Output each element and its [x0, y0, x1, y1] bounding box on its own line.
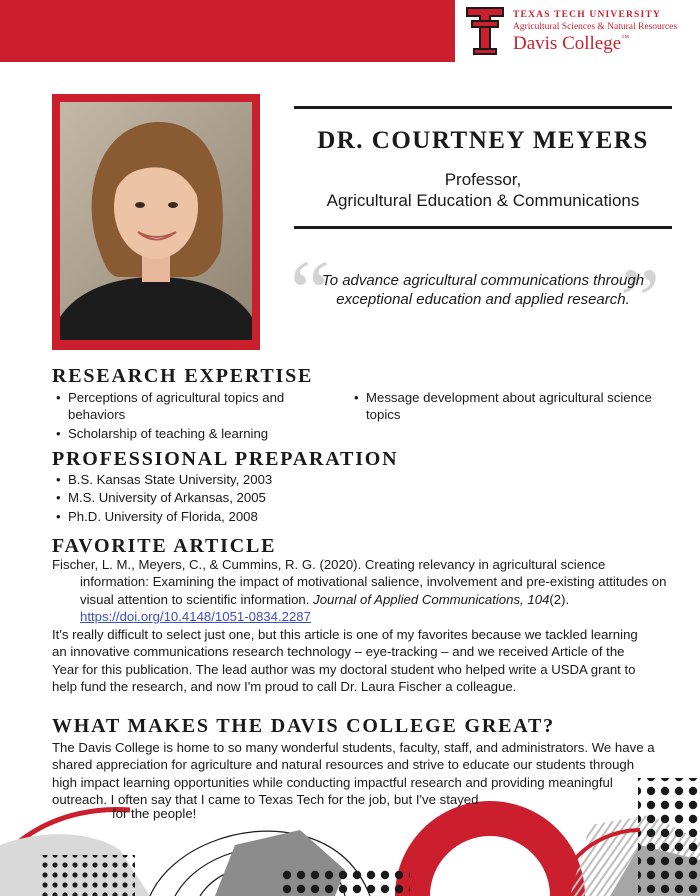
logo-college-name: Davis College™: [513, 33, 630, 54]
double-t-logo-icon: [465, 6, 505, 56]
list-item: • Message development about agricultural science topics: [352, 389, 666, 423]
close-quote-icon: ”: [620, 251, 660, 350]
list-item: • M.S. University of Arkansas, 2005: [54, 489, 468, 506]
portrait-photo: [60, 102, 252, 340]
mission-quote: To advance agricultural communications through exceptional education and applied research.: [321, 272, 645, 308]
logo-college-subtitle: Agricultural Sciences & Natural Resources: [513, 22, 678, 32]
article-citation: Fischer, L. M., Meyers, C., & Cummins, R. G. (2020). Creating relevancy in agricultural science information: Examining the impact of motivational salience, involvement and pre-existing attitudes on visual attention to scientific information. Journal of Applied Communications, 104(2). https://doi.org/10.4148/1051-0834.2287: [52, 557, 667, 625]
article-commentary: It's really difficult to select just one, but this article is one of my favorites because we tackled learning an innovative communications research technology – eye-tracking – and we received Article of the Year for this publication. The lead author was my doctoral student who helped write a USDA grant to help fund the research, and now I'm proud to call Dr. Laura Fischer a colleague.: [52, 627, 638, 695]
name-rule-bottom: [294, 226, 672, 229]
profile-department: Agricultural Education & Communications: [326, 191, 640, 210]
profile-name: DR. COURTNEY MEYERS: [317, 127, 649, 154]
doi-link[interactable]: https://doi.org/10.4148/1051-0834.2287: [80, 609, 311, 625]
logo-university-name: TEXAS TECH UNIVERSITY: [513, 10, 662, 20]
list-item: • Scholarship of teaching & learning: [54, 425, 338, 442]
portrait-frame: [52, 94, 260, 350]
professional-preparation-heading: PROFESSIONAL PREPARATION: [52, 448, 399, 470]
research-expertise-heading: RESEARCH EXPERTISE: [52, 365, 314, 387]
davis-college-great-closing: for the people!: [112, 806, 197, 821]
university-logo: [455, 0, 700, 62]
open-quote-icon: “: [290, 243, 330, 342]
list-item: • Ph.D. University of Florida, 2008: [54, 508, 468, 525]
header-bar: [0, 0, 700, 62]
davis-college-great-heading: WHAT MAKES THE DAVIS COLLEGE GREAT?: [52, 715, 555, 737]
favorite-article-heading: FAVORITE ARTICLE: [52, 535, 277, 557]
davis-college-great-body: The Davis College is home to so many wonderful students, faculty, staff, and administrators. We have a shared appreciation for agriculture and natural resources and strive to educate our students through high impact learning opportunities while conducting impactful research and providing meaningful outreach. I often say that I came to Texas Tech for the job, but I've stayed: [52, 740, 655, 808]
profile-title: Professor,: [444, 170, 522, 189]
list-item: • Perceptions of agricultural topics and behaviors: [54, 389, 338, 423]
list-item: • B.S. Kansas State University, 2003: [54, 471, 468, 488]
name-rule-top: [294, 106, 672, 109]
